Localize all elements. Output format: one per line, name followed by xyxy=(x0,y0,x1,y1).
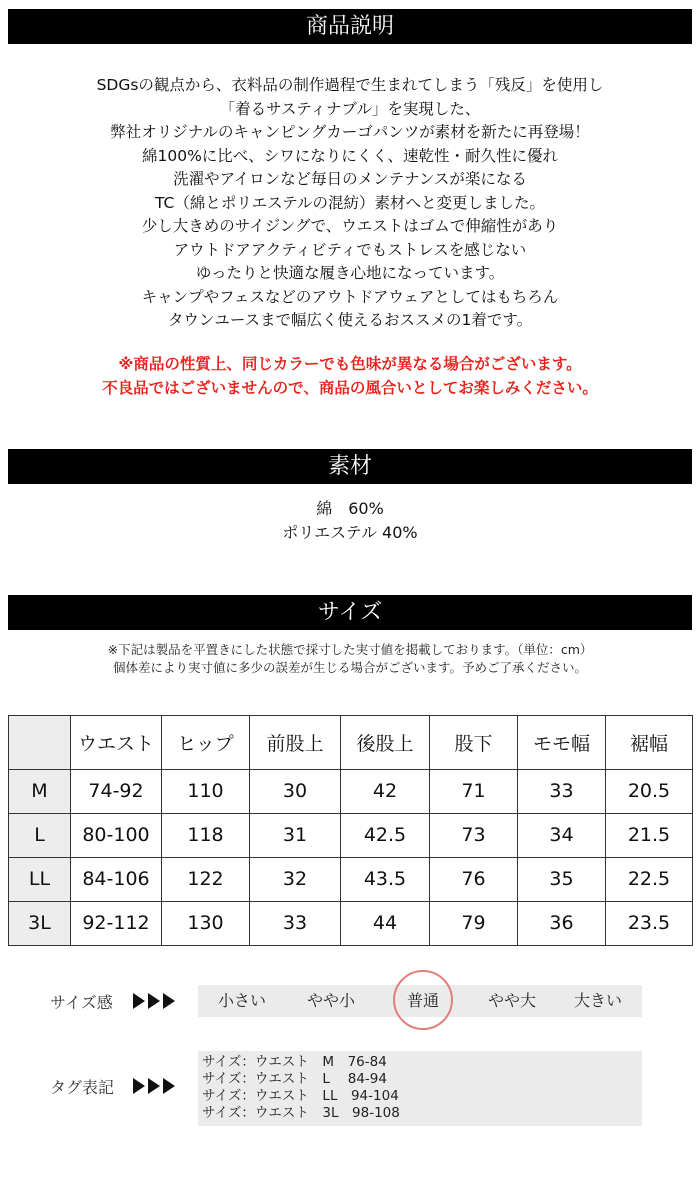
table-cell: 43.5 xyxy=(341,857,430,901)
tag-line: サイズ：ウエスト 3L 98-108 xyxy=(202,1105,400,1121)
table-cell: 30 xyxy=(250,769,341,813)
tag-arrows-icon xyxy=(133,1078,177,1094)
header-hem: 裾幅 xyxy=(606,716,693,770)
fit-option-normal: 普通 xyxy=(406,991,439,1010)
tag-line: サイズ：ウエスト LL 94-104 xyxy=(202,1088,399,1104)
arrow-right-icon xyxy=(148,1078,160,1094)
table-row xyxy=(9,769,693,813)
material-list xyxy=(0,497,700,545)
fit-selected-circle-icon xyxy=(393,970,453,1030)
arrow-right-icon xyxy=(148,993,160,1009)
table-cell: 32 xyxy=(250,857,341,901)
header-inseam: 股下 xyxy=(430,716,518,770)
row-size-label: 3L xyxy=(9,901,71,945)
header-waist: ウエスト xyxy=(71,716,162,770)
arrow-right-icon xyxy=(133,993,145,1009)
table-cell: 21.5 xyxy=(606,813,693,857)
table-cell: 71 xyxy=(430,769,518,813)
fit-arrows-icon xyxy=(133,993,177,1009)
table-cell: 73 xyxy=(430,813,518,857)
size-title: サイズ xyxy=(317,600,383,625)
size-note xyxy=(0,641,700,677)
row-size-label: LL xyxy=(9,857,71,901)
fit-option-slightly-large: やや大 xyxy=(487,991,536,1010)
description-line: 綿100%に比べ、シワになりにくく、速乾性・耐久性に優れ xyxy=(141,146,558,165)
description-line: タウンユースまで幅広く使えるおススメの1着です。 xyxy=(167,311,533,329)
table-cell: 122 xyxy=(162,857,250,901)
table-cell: 34 xyxy=(518,813,606,857)
material-title: 素材 xyxy=(327,454,372,479)
table-cell: 110 xyxy=(162,769,250,813)
table-cell: 42.5 xyxy=(341,813,430,857)
table-row xyxy=(9,857,693,901)
table-cell: 22.5 xyxy=(606,857,693,901)
table-cell: 92-112 xyxy=(71,901,162,945)
tag-info-box xyxy=(198,1051,642,1126)
table-cell: 80-100 xyxy=(71,813,162,857)
header-hip: ヒップ xyxy=(162,716,250,770)
material-cotton: 綿 60% xyxy=(316,499,384,518)
description-text xyxy=(0,74,700,333)
warning-line: 不良品ではございませんので、商品の風合いとしてお楽しみください。 xyxy=(102,379,598,397)
table-cell: 74-92 xyxy=(71,769,162,813)
table-cell: 76 xyxy=(430,857,518,901)
tag-line: サイズ：ウエスト M 76-84 xyxy=(202,1054,387,1070)
header-thigh: モモ幅 xyxy=(518,716,606,770)
table-cell: 31 xyxy=(250,813,341,857)
table-row xyxy=(9,901,693,945)
table-cell: 35 xyxy=(518,857,606,901)
row-size-label: L xyxy=(9,813,71,857)
arrow-right-icon xyxy=(133,1078,145,1094)
description-line: SDGsの観点から、衣料品の制作過程で生まれてしまう「残反」を使用し xyxy=(96,76,604,94)
size-header xyxy=(8,595,692,630)
fit-option-slightly-small: やや小 xyxy=(306,991,355,1010)
table-cell: 79 xyxy=(430,901,518,945)
tag-line: サイズ：ウエスト L 84-94 xyxy=(202,1071,387,1087)
description-line: ゆったりと快適な履き心地になっています。 xyxy=(195,264,505,282)
arrow-right-icon xyxy=(163,1078,175,1094)
table-row xyxy=(9,813,693,857)
table-cell: 23.5 xyxy=(606,901,693,945)
description-line: キャンプやフェスなどのアウトドアウェアとしてはもちろん xyxy=(141,287,559,306)
table-cell: 42 xyxy=(341,769,430,813)
size-note-line: ※下記は製品を平置きにした状態で採寸した実寸値を掲載しております。（単位：cm） xyxy=(107,642,593,657)
description-line: 弊社オリジナルのキャンピングカーゴパンツが素材を新たに再登場！ xyxy=(110,123,590,141)
table-cell: 20.5 xyxy=(606,769,693,813)
size-note-line: 個体差により実寸値に多少の誤差が生じる場合がございます。予めご了承ください。 xyxy=(112,660,587,675)
table-cell: 33 xyxy=(518,769,606,813)
table-cell: 44 xyxy=(341,901,430,945)
table-cell: 130 xyxy=(162,901,250,945)
description-header xyxy=(8,9,692,44)
warning-line: ※商品の性質上、同じカラーでも色味が異なる場合がございます。 xyxy=(118,355,582,373)
table-cell: 84-106 xyxy=(71,857,162,901)
fit-option-small: 小さい xyxy=(217,991,266,1010)
row-size-label: M xyxy=(9,769,71,813)
corner-cell xyxy=(9,716,71,770)
description-line: 「着るサスティナブル」を実現した、 xyxy=(219,99,481,118)
size-table-header xyxy=(9,716,693,770)
description-line: 洗濯やアイロンなど毎日のメンテナンスが楽になる xyxy=(173,170,527,188)
arrow-right-icon xyxy=(163,993,175,1009)
tag-label: タグ表記 xyxy=(50,1078,115,1097)
table-cell: 33 xyxy=(250,901,341,945)
material-polyester: ポリエステル 40% xyxy=(282,523,418,542)
table-cell: 118 xyxy=(162,813,250,857)
color-warning xyxy=(0,352,700,400)
fit-label: サイズ感 xyxy=(50,993,113,1012)
header-front-rise: 前股上 xyxy=(250,716,341,770)
table-cell: 36 xyxy=(518,901,606,945)
size-table xyxy=(8,715,693,946)
header-back-rise: 後股上 xyxy=(341,716,430,770)
fit-option-large: 大きい xyxy=(573,991,622,1010)
description-title: 商品説明 xyxy=(305,14,394,39)
description-line: アウトドアアクティビティでもストレスを感じない xyxy=(173,240,527,259)
description-line: 少し大きめのサイジングで、ウエストはゴムで伸縮性があり xyxy=(141,217,559,235)
material-header xyxy=(8,449,692,484)
description-line: TC（綿とポリエステルの混紡）素材へと変更しました。 xyxy=(155,193,545,212)
